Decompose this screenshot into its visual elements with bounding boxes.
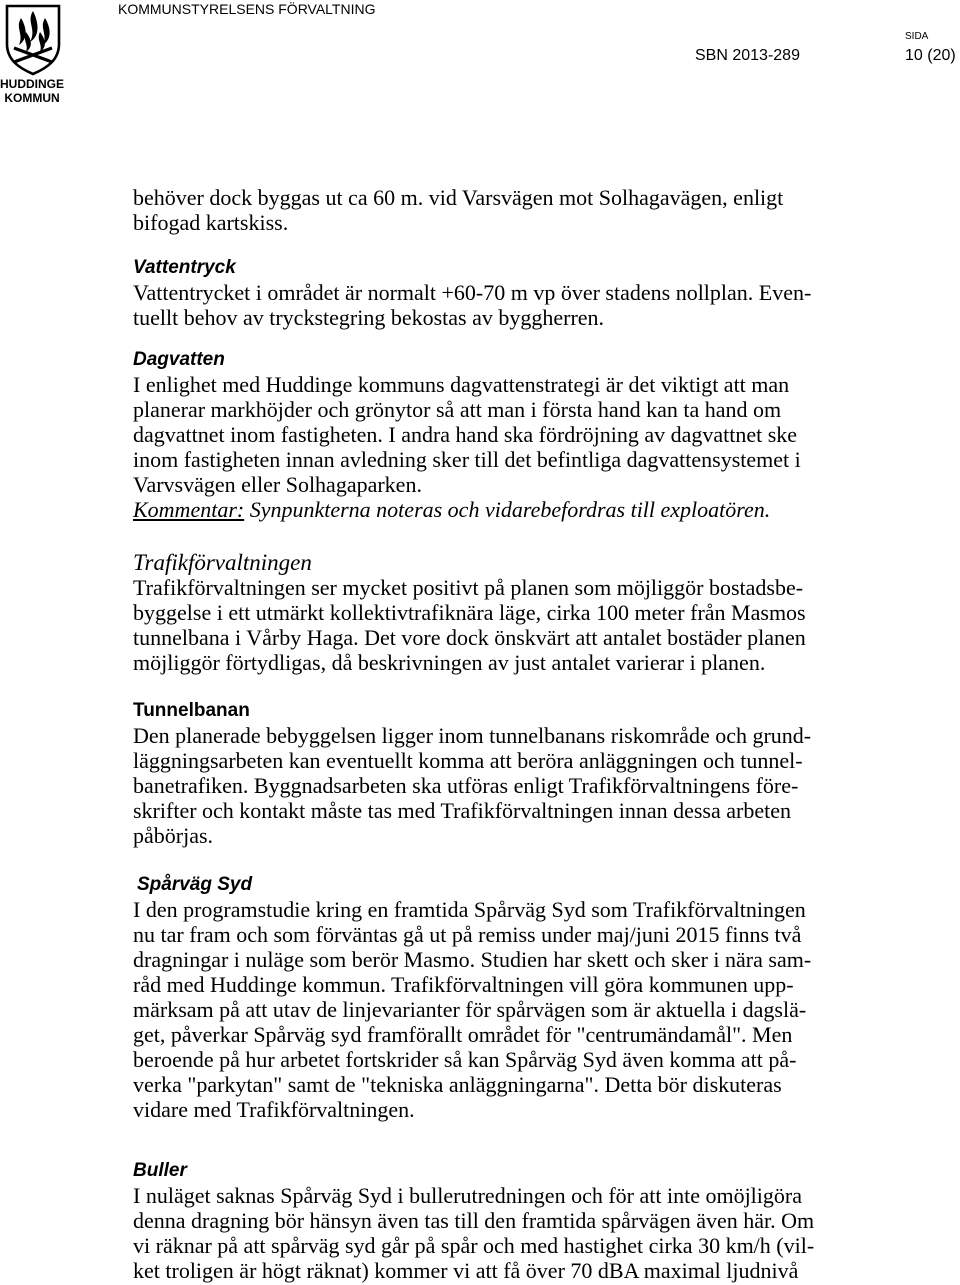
body-line: verka "parkytan" samt de "tekniska anläggningarna". Detta bör diskuteras [133, 1072, 782, 1097]
section-heading: Spårväg Syd [137, 874, 253, 895]
section-heading: Dagvatten [133, 349, 225, 370]
body-line: vidare med Trafikförvaltningen. [133, 1097, 415, 1122]
section-heading: Buller [133, 1160, 187, 1181]
body-line: skrifter och kontakt måste tas med Trafikförvaltningen innan dessa arbeten [133, 798, 791, 823]
page-number: 10 (20) [905, 47, 956, 64]
comment-label: Kommentar: [133, 497, 245, 522]
body-line: möjliggör förtydligas, då beskrivningen av just antalet varierar i planen. [133, 650, 766, 675]
body-line: Vattentrycket i området är normalt +60-70 m vp över stadens nollplan. Even- [133, 280, 812, 305]
body-line: I nuläget saknas Spårväg Syd i bullerutredningen och för att inte omöjligöra [133, 1183, 803, 1208]
coat-of-arms-icon [2, 2, 64, 76]
section-heading: Tunnelbanan [133, 700, 250, 721]
comment-text: Synpunkterna noteras och vidarebefordras till exploatören. [249, 497, 771, 522]
body-line: I enlighet med Huddinge kommuns dagvattenstrategi är det viktigt att man [133, 372, 790, 397]
section-sparvag-syd [133, 872, 811, 1122]
section-heading: Trafikförvaltningen [133, 550, 312, 575]
section-continuation [133, 185, 783, 235]
body-line: behöver dock byggas ut ca 60 m. vid Varsvägen mot Solhagavägen, enligt [133, 185, 784, 210]
section-buller [133, 1158, 814, 1283]
comment-line [133, 497, 801, 522]
section-trafikforvaltningen [133, 550, 806, 675]
body-line: läggningsarbeten kan eventuellt komma att beröra anläggningen och tunnel- [133, 748, 803, 773]
body-line: denna dragning bör hänsyn även tas till den framtida spårvägen även här. Om [133, 1208, 815, 1233]
body-line: bifogad kartskiss. [133, 210, 289, 235]
section-tunnelbanan [133, 698, 811, 848]
body-line: nu tar fram och som förväntas gå ut på remiss under maj/juni 2015 finns två [133, 922, 802, 947]
body-line: inom fastigheten innan avledning sker till det befintliga dagvattensystemet i [133, 447, 801, 472]
section-heading: Vattentryck [133, 257, 236, 278]
logo-name-line1: HUDDINGE [0, 77, 65, 91]
body-line: dagvattnet inom fastigheten. I andra hand ska fördröjning av dagvattnet ske [133, 422, 798, 447]
page-label: SIDA [905, 31, 929, 42]
body-line: Varvsvägen eller Solhagaparken. [133, 472, 422, 497]
body-line: tunnelbana i Vårby Haga. Det vore dock önskvärt att antalet bostäder planen [133, 625, 806, 650]
body-line: byggelse i ett utmärkt kollektivtrafiknära läge, cirka 100 meter från Masmos [133, 600, 806, 625]
body-line: banetrafiken. Byggnadsarbeten ska utföras enligt Trafikförvaltningens före- [133, 773, 799, 798]
body-line: get, påverkar Spårväg syd framförallt området för "centrumändamål". Men [133, 1022, 793, 1047]
body-line: vi räknar på att spårväg syd går på spår och med hastighet cirka 30 km/h (vil- [133, 1233, 815, 1258]
body-line: planerar markhöjder och grönytor så att man i första hand kan ta hand om [133, 397, 782, 422]
body-line: Den planerade bebyggelsen ligger inom tunnelbanans riskområde och grund- [133, 723, 812, 748]
logo-name-line2: KOMMUN [4, 91, 60, 105]
section-dagvatten [133, 347, 801, 522]
body-line: ket troligen är högt räknat) kommer vi att få över 70 dBA maximal ljudnivå [133, 1258, 799, 1283]
reference-number: SBN 2013-289 [695, 47, 800, 64]
body-line: Trafikförvaltningen ser mycket positivt på planen som möjliggör bostadsbe- [133, 575, 804, 600]
body-line: beroende på hur arbetet fortskrider så kan Spårväg Syd även komma att på- [133, 1047, 797, 1072]
body-line: märksam på att utav de linjevarianter för spårvägen som är aktuella i dagslä- [133, 997, 807, 1022]
body-line: påbörjas. [133, 823, 214, 848]
section-vattentryck [133, 255, 811, 330]
body-line: tuellt behov av tryckstegring bekostas av byggherren. [133, 305, 605, 330]
body-line: råd med Huddinge kommun. Trafikförvaltningen vill göra kommunen upp- [133, 972, 794, 997]
municipality-logo [0, 0, 66, 106]
org-unit-title: KOMMUNSTYRELSENS FÖRVALTNING [118, 1, 376, 17]
body-line: I den programstudie kring en framtida Spårväg Syd som Trafikförvaltningen [133, 897, 806, 922]
body-line: dragningar i nuläge som berör Masmo. Studien har skett och sker i nära sam- [133, 947, 812, 972]
